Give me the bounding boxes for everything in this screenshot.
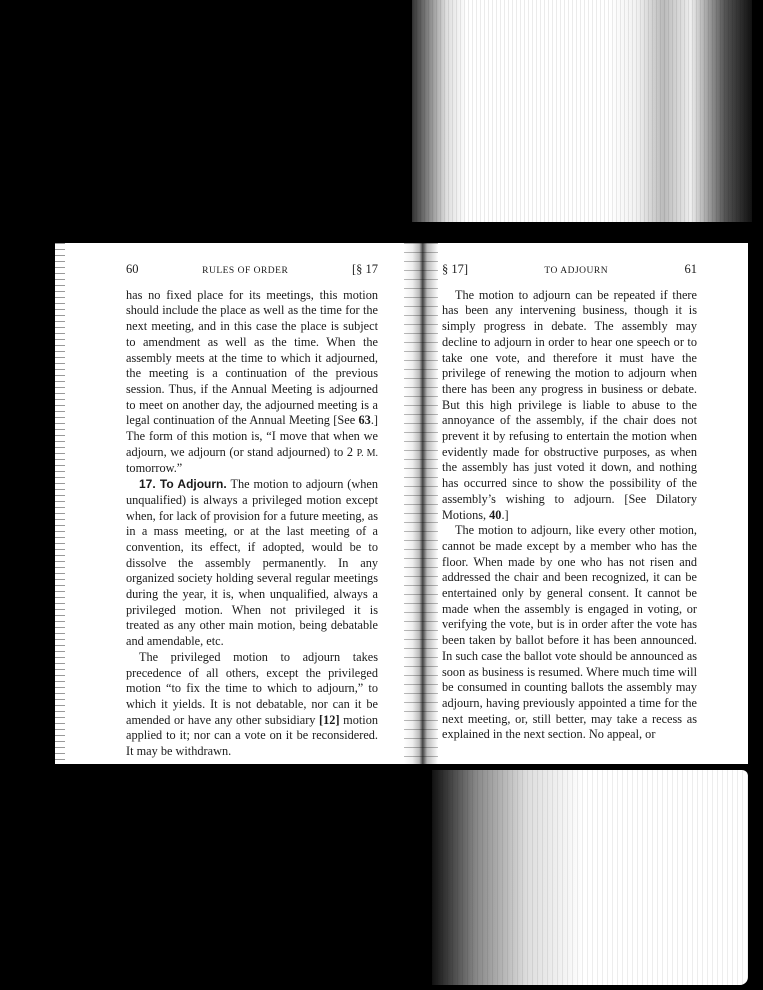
left-paragraph: The privileged motion to adjourn takes precedence of all others, except the privileged motion “to fix the time to which to adjourn,” to which it yields. It is not debatable, nor can it be amended or have any other subsidiary [12] motion applied to it; nor can a vote on it be reconsidered. It may be withdrawn. [126,649,378,759]
scan-artifact-top [412,0,752,222]
book-gutter [404,243,438,764]
left-page-number: 60 [126,262,139,276]
left-section-mark: [§ 17 [351,262,378,276]
section-heading: 17. To Adjourn. [139,477,227,492]
right-running-head: TO ADJOURN [544,266,609,276]
scan-artifact-bottom [432,770,748,985]
right-paragraph: The motion to adjourn, like every other motion, cannot be made except by a member who has the floor. When made by one who has not risen and addressed the chair and been recognized, it can be entertained only by general consent. It cannot be made when the assembly is engaged in voting, or verifying the vote, but is in order after the vote has been taken by ballot before it has been announced. In such case the ballot vote should be announced as soon as business is resumed. Where much time will be consumed in counting ballots the assembly may adjourn, having previously appointed a time for the next meeting, or, still better, may take a recess as explained in the next section. No appeal, or [442,523,697,742]
right-paragraph: The motion to adjourn can be repeated if there has been any intervening business, though it is simply progress in debate. The assembly may decline to adjourn in order to hear one speech or to take one vote, and therefore it must have the privilege of renewing the motion to adjourn when there has been any progress in business or debate. But this high privilege is liable to abuse to the annoyance of the assembly, if the chair does not prevent it by refusing to entertain the motion when evidently made for obstructive purposes, as when the assembly has just voted it down, and nothing has occurred since to show the possibility of the assembly’s wishing to adjourn. [See Dilatory Motions, 40.] [442,287,697,522]
left-page-body [126,288,378,760]
left-page [126,262,378,760]
left-paragraph: has no fixed place for its meetings, this motion should include the place as well as the time for the next meeting, and in this case the place is subject to amendment as well as the time. When the assembly meets at the time to which it adjourned, the meeting is a continuation of the previous session. Thus, if the Annual Meeting is adjourned to meet on another day, the adjourned meeting is a legal continuation of the Annual Meeting [See 63.] The form of this motion is, “I move that when we adjourn, we adjourn (or stand adjourned) to 2 P. M. tomorrow.” [126,287,378,476]
left-page-header [126,262,378,280]
page-edges [55,243,65,764]
right-page-number: 61 [684,262,697,276]
right-page-header [442,262,697,280]
right-section-mark: § 17] [442,262,469,276]
right-page [442,262,697,743]
left-paragraph: 17. To Adjourn. The motion to adjourn (when unqualified) is always a privileged motion except when, for lack of provision for a future meeting, as in a mass meeting, or at the last meeting of a convention, its effect, if adopted, would be to dissolve the assembly permanently. In any organized society holding several regular meetings during the year, it is, when unqualified, always a privileged motion. When not privileged it is treated as any other main motion, being debatable and amendable, etc. [126,477,379,649]
left-running-head: RULES OF ORDER [202,266,289,276]
right-page-body [442,288,697,743]
